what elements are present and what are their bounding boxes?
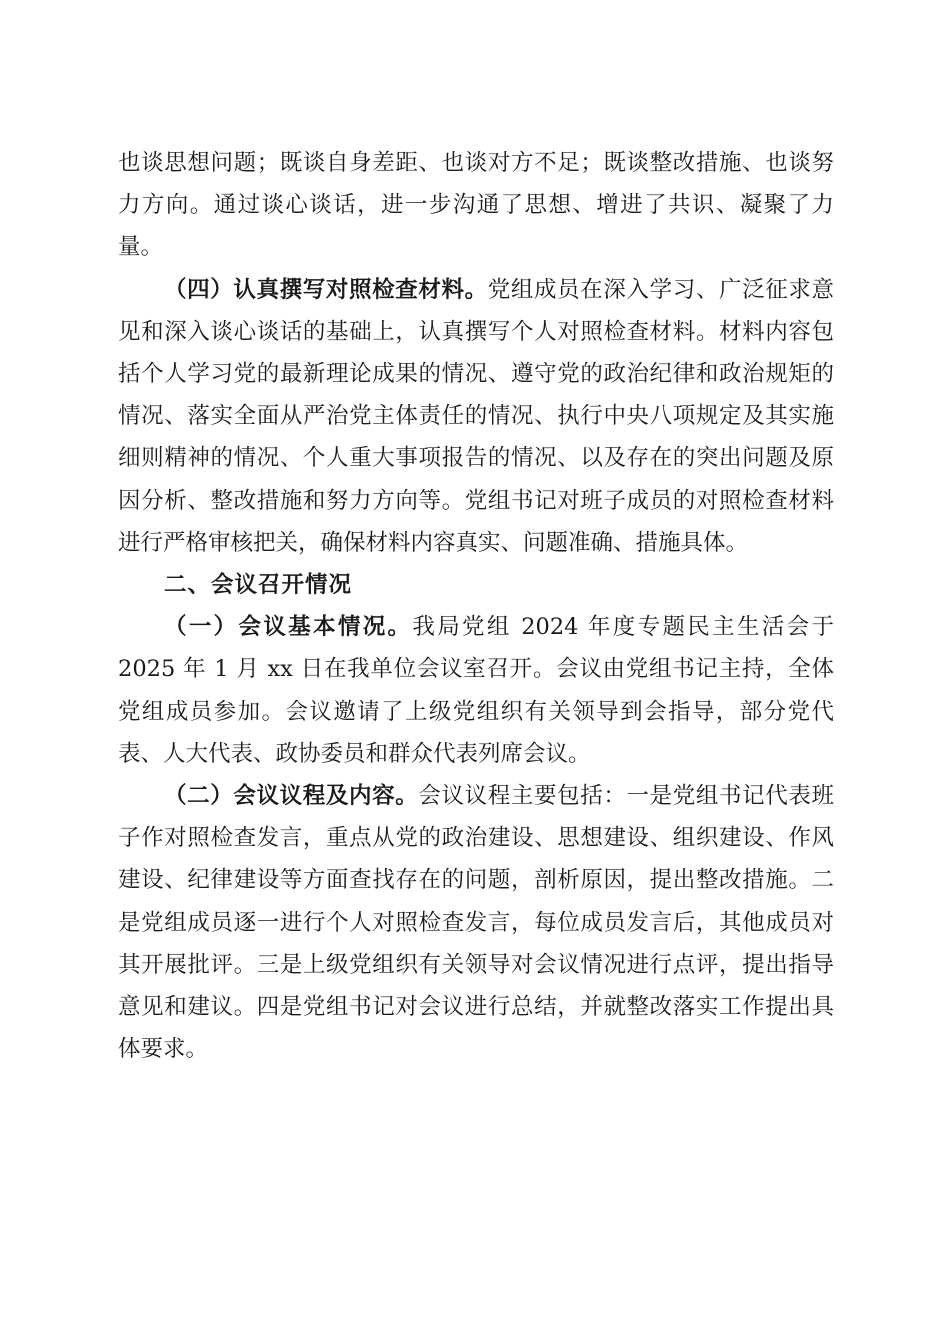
paragraph-text: 党组成员在深入学习、广泛征求意见和深入谈心谈话的基础上，认真撰写个人对照检查材料。材料内容包括个人学习党的最新理论成果的情况、遵守党的政治纪律和政治规矩的情况、落实全面从严治党主体责任的情况、执行中央八项规定及其实施细则精神的情况、个人重大事项报告的情况、以及存在的突出问题及原因分析、整改措施和努力方向等。党组书记对班子成员的对照检查材料进行严格审核把关，确保材料内容真实、问题准确、措施具体。 xyxy=(118,276,834,556)
document-body xyxy=(118,142,834,1070)
paragraph-text: 也谈思想问题；既谈自身差距、也谈对方不足；既谈整改措施、也谈努力方向。通过谈心谈话，进一步沟通了思想、增进了共识、凝聚了力量。 xyxy=(118,150,834,261)
paragraph-lead: （二）会议议程及内容。 xyxy=(164,783,419,810)
paragraph-meeting-basics xyxy=(118,606,834,775)
paragraph-meeting-agenda xyxy=(118,775,834,1070)
paragraph-continuation xyxy=(118,142,834,269)
paragraph-text: 会议议程主要包括：一是党组书记代表班子作对照检查发言，重点从党的政治建设、思想建设、组织建设、作风建设、纪律建设等方面查找存在的问题，剖析原因，提出整改措施。二是党组成员逐一进行个人对照检查发言，每位成员发言后，其他成员对其开展批评。三是上级党组织有关领导对会议情况进行点评，提出指导意见和建议。四是党组书记对会议进行总结，并就整改落实工作提出具体要求。 xyxy=(118,783,834,1063)
paragraph-text: 我局党组 2024 年度专题民主生活会于 2025 年 1 月 xx 日在我单位会议室召开。会议由党组书记主持，全体党组成员参加。会议邀请了上级党组织有关领导到会指导，部分党代表、人大代表、政协委员和群众代表列席会议。 xyxy=(118,614,834,767)
paragraph-preparation-materials xyxy=(118,269,834,564)
section-heading: 二、会议召开情况 xyxy=(164,572,353,599)
paragraph-lead: （一）会议基本情况。 xyxy=(164,614,413,641)
paragraph-lead: （四）认真撰写对照检查材料。 xyxy=(164,276,488,303)
